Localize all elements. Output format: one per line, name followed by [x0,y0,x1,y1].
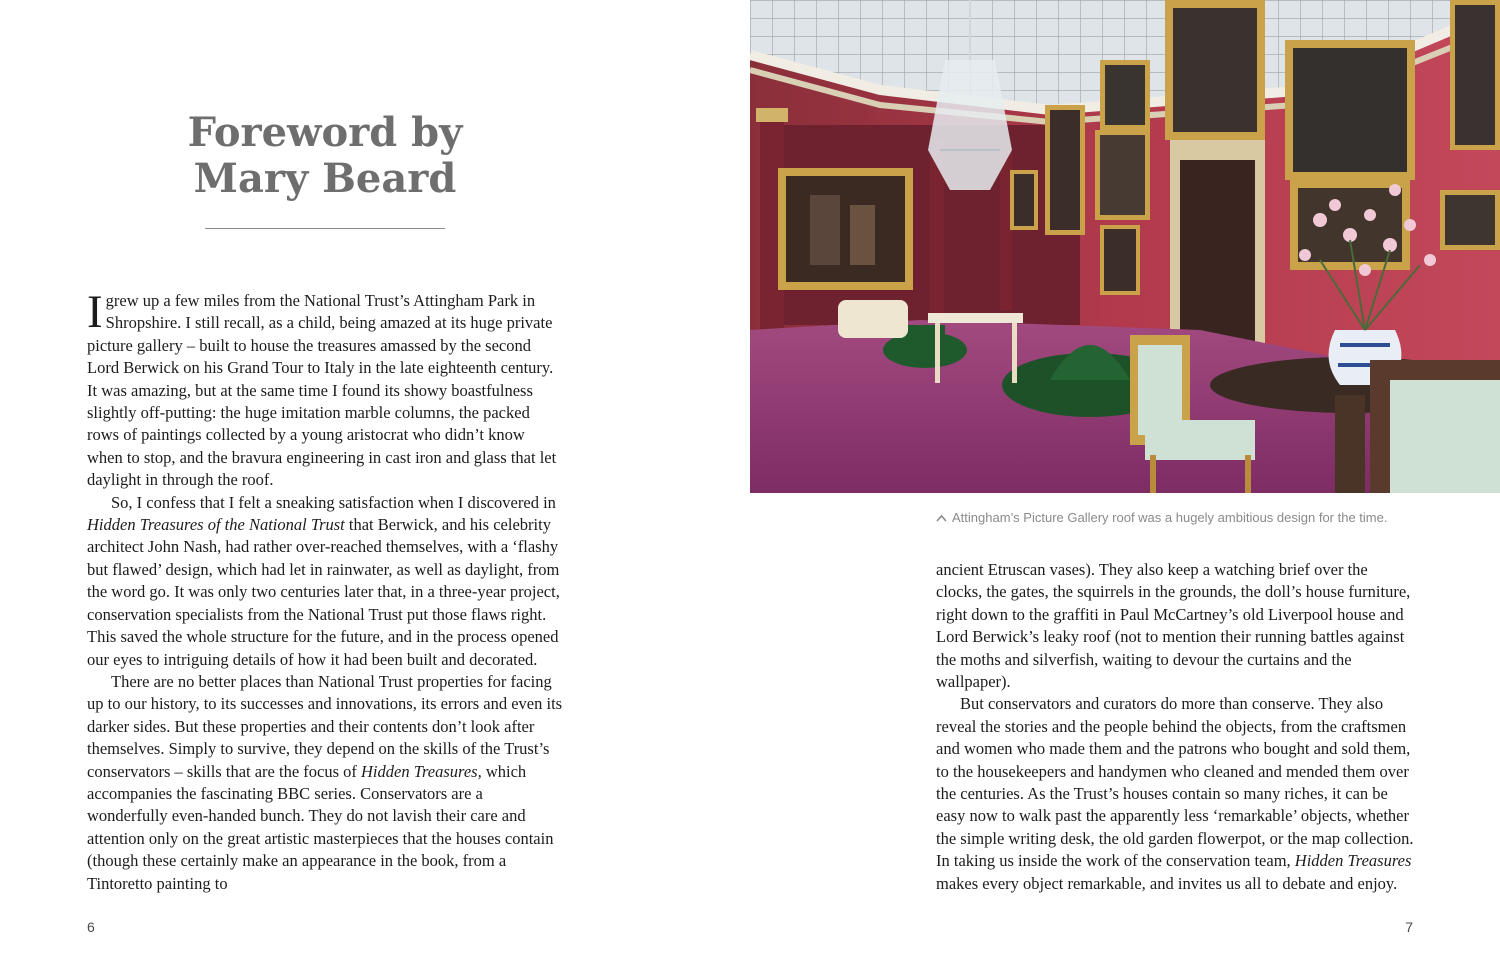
right-paragraph-2-text-b: makes every object remarkable, and invites us all to debate and enjoy. [936,873,1398,893]
paragraph-1 [87,286,563,492]
title-line-2: Mary Beard [193,155,457,202]
page-number-right: 7 [1405,919,1413,935]
title-divider [205,228,445,229]
chapter-title [87,110,563,202]
paragraph-3-text-a: There are no better places than National Trust properties for facing up to our history, to its successes and innovations, its errors and even its darker sides. But these properties and their contents don’t look after themselves. Simply to survive, they depend on the skills of the Trust’s conservators – skills that are the focus of [87,671,563,781]
right-body-text [936,559,1418,895]
chevron-up-icon [936,509,948,527]
picture-gallery-illustration [750,0,1500,493]
caption-text: Attingham’s Picture Gallery roof was a hugely ambitious design for the time. [952,510,1388,525]
right-paragraph-1: ancient Etruscan vases). They also keep a watching brief over the clocks, the gates, the squirrels in the grounds, the doll’s house furniture, right down to the graffiti in Paul McCartney’s old Liverpool house and Lord Berwick’s leaky roof (not to mention their running battles against the moths and silverfish, waiting to devour the curtains and the wallpaper). [936,560,1411,692]
drop-cap: I [87,286,103,338]
paragraph-3-text-b: which accompanies the fascinating BBC series. Conservators are a wonderfully even-handed bunch. They do not lavish their care and attention only on the great artistic masterpieces that the houses contain (though these certainly make an appearance in the book, from a Tintoretto painting to [87,761,554,893]
series-title-italic: Hidden Treasures, [361,761,482,781]
book-title-italic: Hidden Treasures of the National Trust [87,515,345,535]
photo-caption [936,509,1456,527]
paragraph-2-text-b: that Berwick, and his celebrity architect John Nash, had rather over-reached themselves, with a ‘flashy but flawed’ design, which had let in rainwater, as well as daylight, from the word go. It was only two centuries later that, in a three-year project, conservation specialists from the National Trust put those flaws right. This saved the whole structure for the future, and in the process opened our eyes to intriguing details of how it had been built and decorated. [87,515,560,669]
paragraph-1-text: grew up a few miles from the National Trust’s Attingham Park in Shropshire. I still recall, as a child, being amazed at its huge private picture gallery – built to house the treasures amassed by the second Lord Berwick on his Grand Tour to Italy in the late eighteenth century. It was amazing, but at the same time I found its showy boastfulness slightly off-putting: the huge imitation marble columns, the packed rows of paintings collected by a young aristocrat who didn’t know when to stop, and the bravura engineering in cast iron and glass that let daylight in through the roof. [87,291,557,490]
series-title-italic-2: Hidden Treasures [1294,851,1412,871]
page-number-left: 6 [87,919,95,935]
title-line-1: Foreword by [187,109,463,156]
right-page [750,0,1500,976]
gallery-photo [750,0,1500,493]
left-body-text [87,286,563,895]
right-paragraph-2 [936,693,1418,895]
paragraph-2-text-a: So, I confess that I felt a sneaking satisfaction when I discovered in [111,492,556,512]
paragraph-3 [87,671,563,895]
right-paragraph-2-text-a: But conservators and curators do more than conserve. They also reveal the stories and the people behind the objects, from the craftsmen and women who made them and the patrons who bought and sold them, to the housekeepers and handymen who cleaned and mended them over the centuries. As the Trust’s houses contain so many riches, it can be easy now to walk past the apparently less ‘remarkable’ objects, whether the simple writing desk, the old garden flowerpot, or the map collection. In taking us inside the work of the conservation team, [936,694,1414,871]
paragraph-2 [87,492,563,671]
